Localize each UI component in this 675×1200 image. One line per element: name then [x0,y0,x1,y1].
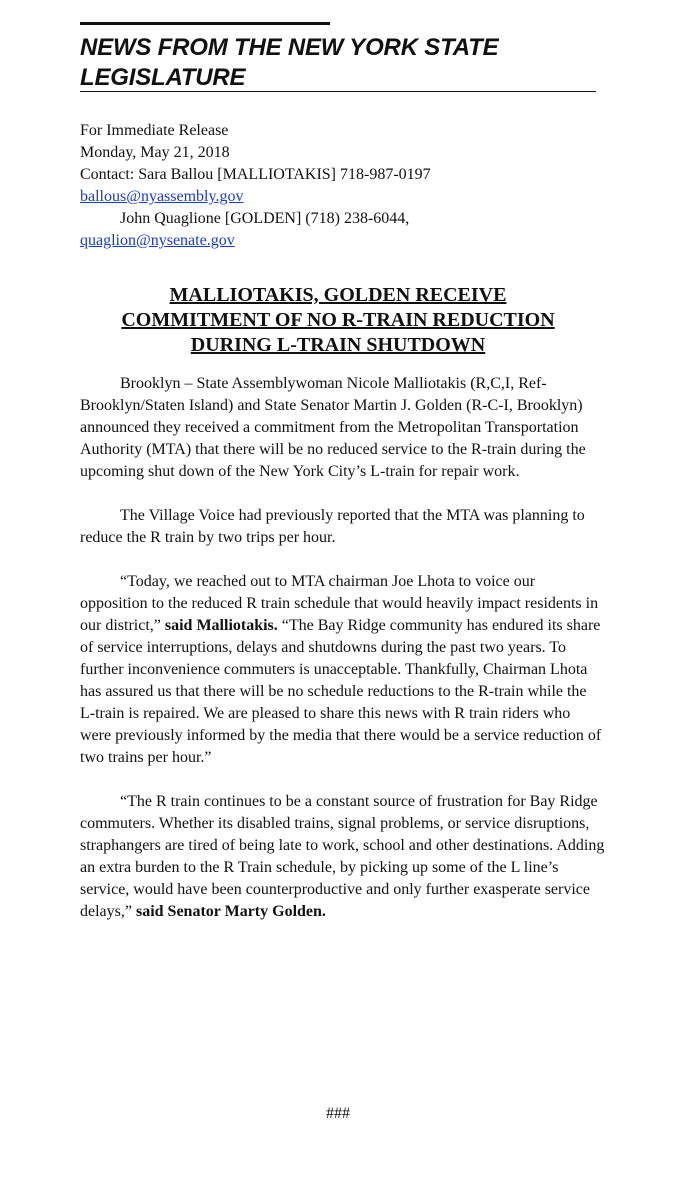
quote-malliotakis-part-1: “Today, we reached out to MTA chairman Joe Lhota to voice our opposition to the reduced R train schedule that would heavily impact residents in our district,” [80,573,599,634]
quote-golden: “The R train continues to be a constant source of frustration for Bay Ridge commuters. Whether its disabled trains, signal problems, or service disruptions, straphangers are tired of being late to work, school and other destinations. Adding an extra burden to the R Train schedule, by picking up some of the L line’s service, would have been counterproductive and only further exasperate service delays,” [80,793,605,920]
contact-secondary: John Quaglione [GOLDEN] (718) 238-6044, [120,210,410,227]
release-body [80,373,605,923]
attribution-golden: said Senator Marty Golden. [135,903,326,920]
attribution-malliotakis: said Malliotakis. [164,617,278,634]
paragraph-3 [80,571,605,769]
top-rule [80,22,330,25]
release-info [80,120,600,252]
contact-primary: Contact: Sara Ballou [MALLIOTAKIS] 718-987-0197 [80,166,431,183]
paragraph-2: The Village Voice had previously reported that the MTA was planning to reduce the R train by two trips per hour. [80,507,585,546]
paragraph-4 [80,791,605,923]
end-mark: ### [326,1105,350,1122]
paragraph-1: Brooklyn – State Assemblywoman Nicole Malliotakis (R,C,I, Ref-Brooklyn/Staten Island) and State Senator Martin J. Golden (R-C-I, Brooklyn) announced they received a commitment from the Metropolitan Transportation Authority (MTA) that there will be no reduced service to the R-train during the upcoming shut down of the New York City’s L-train for repair work. [80,375,586,480]
email-link-senate[interactable]: quaglion@nysenate.gov [80,232,235,249]
release-date: Monday, May 21, 2018 [80,144,230,161]
email-link-assembly[interactable]: ballous@nyassembly.gov [80,188,244,205]
quote-malliotakis-part-2: “The Bay Ridge community has endured its share of service interruptions, delays and shutdowns during the past two years. To further inconvenience commuters is unacceptable. Thankfully, Chairman Lhota has assured us that there will be no schedule reductions to the R-train while the L-train is repaired. We are pleased to share this news with R train riders who were previously informed by the media that there would be a service reduction of two trains per hour.” [80,617,602,766]
headline [80,283,596,358]
headline-line-1: MALLIOTAKIS, GOLDEN RECEIVE [169,284,507,306]
headline-line-2: COMMITMENT OF NO R-TRAIN REDUCTION [121,309,555,331]
masthead-divider [80,91,596,92]
release-status: For Immediate Release [80,122,229,139]
masthead-title: NEWS FROM THE NEW YORK STATE LEGISLATURE [80,34,499,91]
headline-line-3: DURING L-TRAIN SHUTDOWN [190,334,486,356]
